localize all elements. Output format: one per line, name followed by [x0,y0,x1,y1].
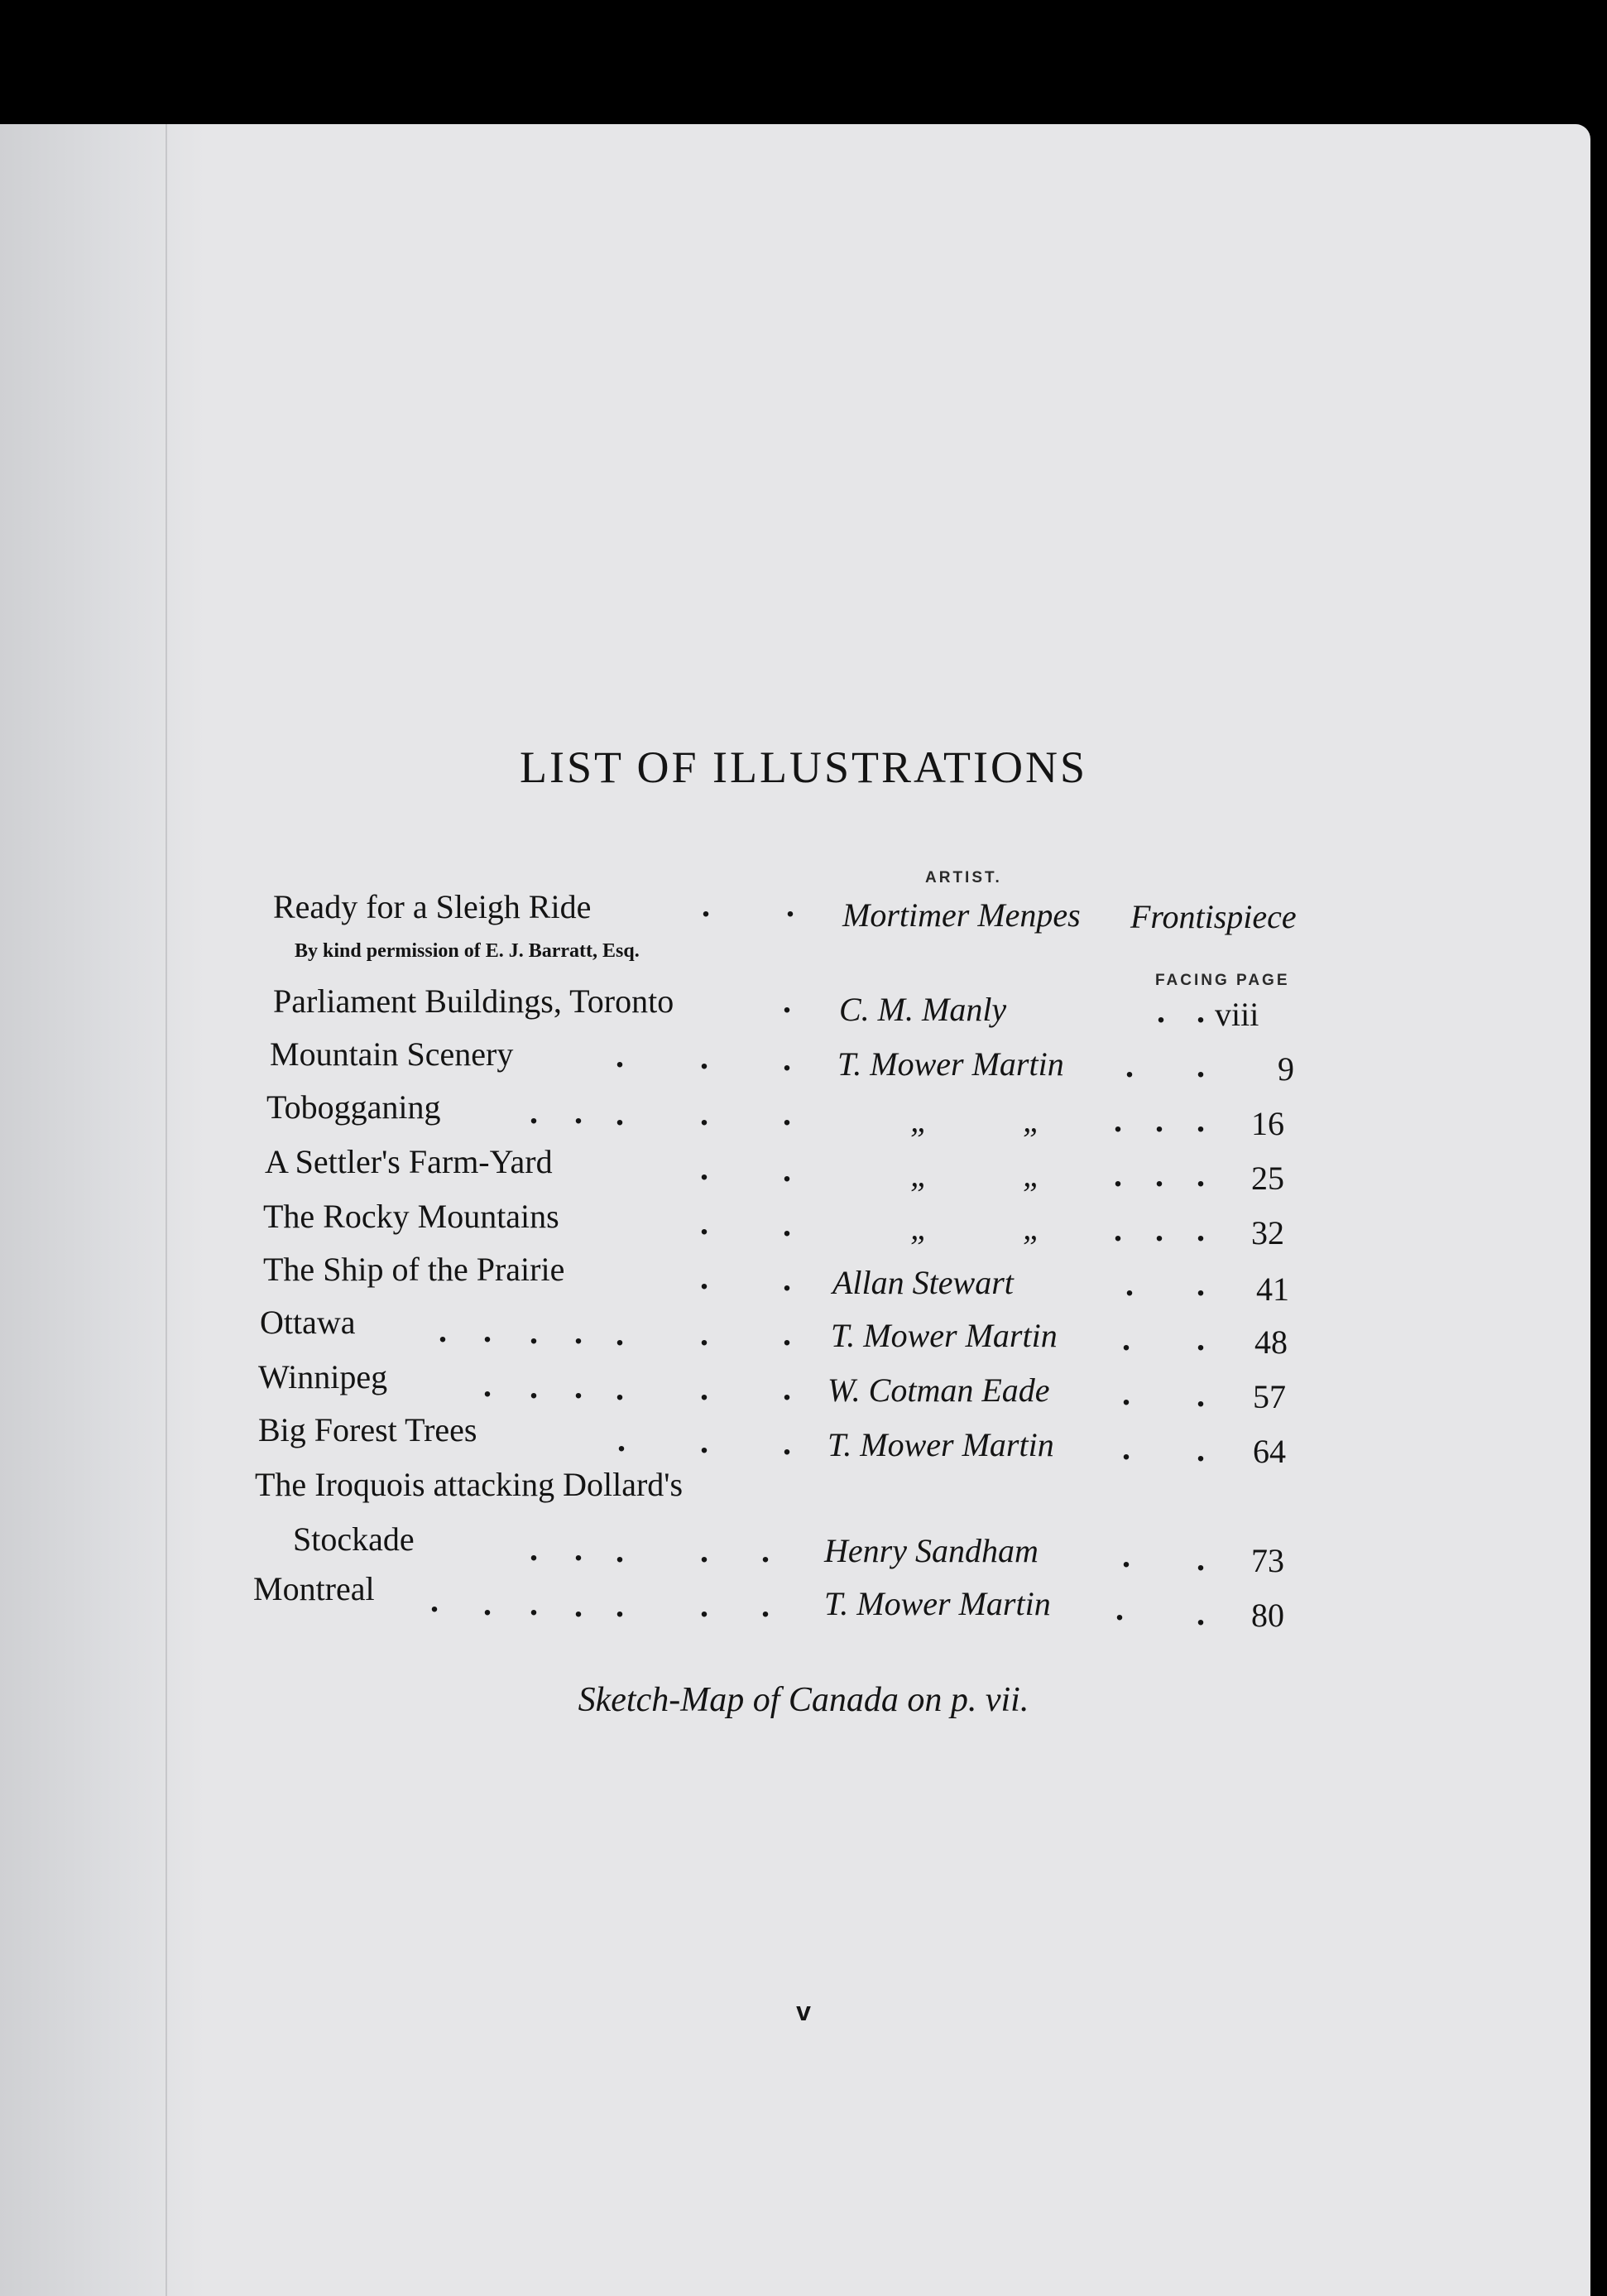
leader-dot: . [1122,1429,1130,1467]
entry-title-iroquois-attacking: The Iroquois attacking Dollard's [255,1466,684,1503]
entry-artist-menpes: Mortimer Menpes [842,896,1081,934]
leader-dot: . [786,886,794,924]
leader-dot: . [1197,1595,1205,1632]
ditto-mark: „ [910,1102,929,1139]
ditto-mark: „ [1023,1102,1042,1139]
leader-dot: . [617,1421,626,1458]
leader-dot: . [761,1587,770,1624]
leader-dot: . [700,1532,708,1569]
entry-title-mountain-scenery: Mountain Scenery [270,1035,514,1073]
entry-artist-cotman-eade: W. Cotman Eade [827,1371,1050,1409]
leader-dot: . [761,1532,770,1569]
artist-column-header: ARTIST. [925,869,1002,886]
leader-dot: . [574,1530,583,1568]
ditto-mark: „ [910,1156,929,1194]
entry-title-stockade: Stockade [293,1520,415,1558]
entry-page-viii: viii [1215,996,1259,1033]
leader-dot: . [483,1585,492,1622]
leader-dot: . [616,1587,624,1624]
leader-dot: . [700,1204,708,1242]
leader-dot: . [1155,1102,1163,1139]
entry-artist-sandham: Henry Sandham [824,1532,1039,1569]
leader-dot: . [574,1587,583,1624]
leader-dot: . [1122,1537,1130,1574]
leader-dot: . [574,1368,583,1405]
leader-dot: . [700,1095,708,1132]
leader-dot: . [783,1206,791,1243]
leader-dot: . [1115,1590,1124,1627]
leader-dot: . [1197,1320,1205,1357]
entry-page-16: 16 [1251,1105,1284,1142]
entry-title-tobogganing: Tobogganing [266,1088,441,1126]
entry-title-settlers-farm-yard: A Settler's Farm-Yard [265,1143,553,1180]
leader-dot: . [700,1315,708,1352]
leader-dot: . [530,1093,538,1131]
entry-title-ready-for-a-sleigh-ride: Ready for a Sleigh Ride [273,888,592,925]
entry-artist-mower-martin: T. Mower Martin [831,1317,1058,1354]
leader-dot: . [700,1039,708,1076]
ditto-mark: „ [910,1209,929,1246]
entry-artist-mower-martin: T. Mower Martin [827,1426,1054,1463]
entry-page-9: 9 [1278,1050,1294,1088]
leader-dot: . [1125,1047,1134,1084]
ditto-mark: „ [1023,1156,1042,1194]
scan-border-right [1590,124,1607,2296]
entry-page-64: 64 [1253,1433,1286,1470]
leader-dot: . [1197,1102,1205,1139]
leader-dot: . [430,1582,439,1619]
entry-artist-manly: C. M. Manly [839,991,1007,1028]
entry-title-parliament-buildings: Parliament Buildings, Toronto [273,982,674,1020]
leader-dot: . [574,1093,583,1131]
leader-dot: . [1197,1266,1205,1303]
footer-note: Sketch-Map of Canada on p. vii. [578,1681,1029,1719]
entry-artist-mower-martin: T. Mower Martin [837,1045,1064,1083]
leader-dot: . [1125,1266,1134,1303]
leader-dot: . [616,1037,624,1074]
entry-page-57: 57 [1253,1378,1286,1415]
leader-dot: . [1157,992,1165,1030]
leader-dot: . [702,886,710,924]
entry-title-ship-of-the-prairie: The Ship of the Prairie [263,1251,565,1288]
leader-dot: . [1155,1211,1163,1248]
leader-dot: . [1114,1211,1122,1248]
entry-title-ottawa: Ottawa [260,1304,356,1341]
scan-border-top [0,0,1607,124]
leader-dot: . [783,1261,791,1298]
page-gutter-shadow [0,124,207,2296]
leader-dot: . [783,1370,791,1407]
leader-dot: . [616,1370,624,1407]
leader-dot: . [700,1150,708,1187]
leader-dot: . [783,982,791,1020]
entry-artist-stewart: Allan Stewart [832,1264,1014,1301]
leader-dot: . [783,1315,791,1352]
entry-page-80: 80 [1251,1597,1284,1634]
leader-dot: . [530,1530,538,1568]
entry-artist-mower-martin: T. Mower Martin [824,1585,1051,1622]
leader-dot: . [616,1315,624,1352]
entry-subtitle-permission: By kind permission of E. J. Barratt, Esq. [295,940,640,962]
page-number: v [796,1996,811,2026]
leader-dot: . [1155,1156,1163,1194]
leader-dot: . [1197,1376,1205,1414]
leader-dot: . [783,1424,791,1462]
ditto-mark: „ [1023,1209,1042,1246]
entry-title-winnipeg: Winnipeg [258,1358,388,1395]
leader-dot: . [700,1587,708,1624]
facing-page-column-header: FACING PAGE [1155,972,1290,989]
leader-dot: . [574,1314,583,1351]
leader-dot: . [700,1370,708,1407]
leader-dot: . [616,1532,624,1569]
entry-page-48: 48 [1254,1323,1288,1361]
book-page [0,124,1590,2296]
leader-dot: . [1197,992,1205,1030]
leader-dot: . [1197,1431,1205,1468]
leader-dot: . [783,1040,791,1078]
entry-page-73: 73 [1251,1542,1284,1579]
leader-dot: . [1197,1156,1205,1194]
leader-dot: . [1122,1320,1130,1357]
entry-page-frontispiece: Frontispiece [1130,898,1297,935]
leader-dot: . [1114,1102,1122,1139]
leader-dot: . [1197,1211,1205,1248]
leader-dot: . [439,1312,447,1349]
page-gutter-line [165,124,167,2296]
leader-dot: . [1122,1375,1130,1412]
leader-dot: . [616,1095,624,1132]
entry-title-big-forest-trees: Big Forest Trees [258,1411,477,1448]
leader-dot: . [783,1151,791,1189]
page-title: LIST OF ILLUSTRATIONS [519,742,1088,792]
entry-title-rocky-mountains: The Rocky Mountains [263,1198,559,1235]
leader-dot: . [483,1367,492,1404]
entry-page-32: 32 [1251,1214,1284,1251]
entry-page-25: 25 [1251,1160,1284,1197]
leader-dot: . [700,1423,708,1460]
leader-dot: . [783,1095,791,1132]
leader-dot: . [1197,1047,1205,1084]
leader-dot: . [700,1259,708,1296]
leader-dot: . [530,1585,538,1622]
leader-dot: . [530,1314,538,1351]
leader-dot: . [1114,1156,1122,1194]
leader-dot: . [530,1368,538,1405]
leader-dot: . [483,1312,492,1349]
entry-title-montreal: Montreal [253,1570,375,1607]
entry-page-41: 41 [1256,1270,1289,1308]
leader-dot: . [1197,1540,1205,1578]
